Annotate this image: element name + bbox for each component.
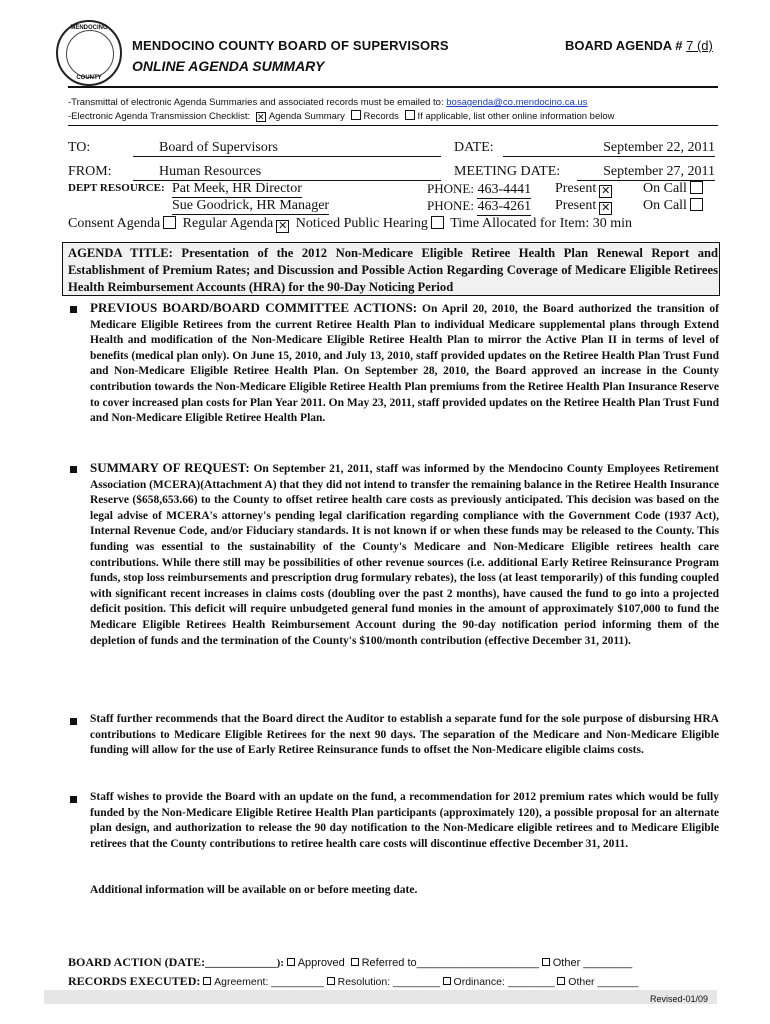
seal-top-text: MENDOCINO bbox=[70, 25, 108, 31]
date-label: DATE: bbox=[454, 140, 494, 155]
agenda-title-label: AGENDA TITLE: bbox=[68, 246, 173, 260]
other2-checkbox[interactable] bbox=[557, 977, 565, 985]
public-hearing-checkbox[interactable] bbox=[431, 216, 444, 229]
time-allocated: Time Allocated for Item: 30 min bbox=[450, 216, 633, 231]
previous-actions-text: On April 20, 2010, the Board authorized the transition of Medicare Eligible Retirees from the current Retiree Health Plan to individual Medicare supplemental plans through Extend Health and modification of the Non-Medicare Eligible Retiree Health Plan to mirror the Active Plan II in terms of level of benefits (medical plan only). On June 15, 2010, and July 13, 2010, staff provided updates on the Retiree Health Plan Trust Fund and Non-Medicare Eligible Retiree Health Plan. On September 28, 2010, the Board approved an increase in the County contribution towards the Non-Medicare Eligible Retiree Health Plan premiums from the Retiree Health Plan Insurance Reserve to cover increased plan costs for Plan Year 2011. On May 23, 2011, staff provided updates on the Retiree Health Plan Trust Fund and Non-Medicare Eligible Retiree Health Plan. bbox=[90, 303, 719, 425]
agenda-type-row bbox=[68, 216, 632, 233]
agreement-label: Agreement: _________ bbox=[214, 976, 324, 988]
bullet-recommend bbox=[70, 718, 77, 725]
ordinance-label: Ordinance: ________ bbox=[453, 976, 555, 988]
previous-actions-label: PREVIOUS BOARD/BOARD COMMITTEE ACTIONS: bbox=[90, 300, 418, 315]
transmittal-note bbox=[68, 97, 587, 108]
agenda-title-text: Presentation of the 2012 Non-Medicare Eligible Retiree Health Plan Renewal Report and Establishment of Premium Rates; and Discussion and Possible Action Regarding Coverage of Medicare Eligible Retirees Health Reimbursement Accounts (HRA) for the 90-Day Noticing Period bbox=[68, 246, 718, 294]
county-seal-logo bbox=[56, 20, 122, 86]
regular-agenda-label: Regular Agenda bbox=[182, 216, 274, 231]
on-call-1 bbox=[643, 181, 706, 197]
meeting-date-field[interactable]: September 27, 2011 bbox=[577, 164, 715, 181]
other-info-checkbox[interactable] bbox=[405, 110, 415, 120]
agenda-number-block bbox=[565, 38, 713, 53]
phone-value-2[interactable]: 463-4261 bbox=[477, 199, 532, 214]
org-title: MENDOCINO COUNTY BOARD OF SUPERVISORS bbox=[132, 38, 449, 53]
records-executed-label: RECORDS EXECUTED: bbox=[68, 974, 201, 988]
present-1 bbox=[555, 181, 615, 198]
other-label: Other ________ bbox=[552, 957, 633, 969]
phone-row-1 bbox=[427, 181, 531, 199]
checklist-label: -Electronic Agenda Transmission Checklist: bbox=[68, 111, 251, 122]
to-label: TO: bbox=[68, 140, 91, 155]
on-call-2 bbox=[643, 198, 706, 214]
meeting-date-label: MEETING DATE: bbox=[454, 164, 561, 179]
summary-of-request bbox=[90, 460, 719, 649]
header-divider bbox=[68, 86, 718, 88]
staff-recommendation: Staff further recommends that the Board direct the Auditor to establish a separate fund for the sole purpose of disbursing HRA contributions to Medicare Eligible Retirees for the next 90 days. The separation of the Medicare and Non-Medicare Eligible funding will allow for the use of Early Retiree Reinsurance funds to offset the Non-Medicare eligible claims costs. bbox=[90, 713, 719, 757]
ordinance-checkbox[interactable] bbox=[443, 977, 451, 985]
checklist-divider bbox=[68, 125, 718, 126]
agreement-checkbox[interactable] bbox=[203, 977, 211, 985]
from-field[interactable]: Human Resources bbox=[133, 164, 441, 181]
other-info-label: If applicable, list other online information below bbox=[417, 111, 615, 122]
on-call-label-2: On Call bbox=[643, 198, 687, 213]
summary-label: SUMMARY OF REQUEST: bbox=[90, 460, 250, 475]
to-field[interactable]: Board of Supervisors bbox=[133, 140, 441, 157]
resolution-checkbox[interactable] bbox=[327, 977, 335, 985]
phone-label-1: PHONE: bbox=[427, 181, 474, 196]
additional-info: Additional information will be available on or before meeting date. bbox=[90, 884, 418, 896]
present-2 bbox=[555, 198, 615, 215]
dept-resource-2[interactable]: Sue Goodrick, HR Manager bbox=[172, 198, 330, 213]
agenda-summary-checkbox[interactable]: ✕ bbox=[257, 112, 265, 122]
revision-note: Revised-01/09 bbox=[650, 994, 709, 1004]
consent-agenda-checkbox[interactable] bbox=[163, 216, 176, 229]
public-hearing-label: Noticed Public Hearing bbox=[295, 216, 428, 231]
approved-checkbox[interactable] bbox=[287, 958, 295, 966]
agenda-number-label: BOARD AGENDA # bbox=[565, 38, 683, 53]
present-checkbox-2[interactable]: ✕ bbox=[601, 202, 611, 214]
agenda-summary-label: Agenda Summary bbox=[268, 111, 345, 122]
dept-resource-label: DEPT RESOURCE: bbox=[68, 182, 165, 194]
consent-agenda-label: Consent Agenda bbox=[68, 216, 161, 231]
from-label: FROM: bbox=[68, 164, 112, 179]
bullet-wishes bbox=[70, 796, 77, 803]
seal-inner-ring bbox=[66, 30, 114, 78]
transmittal-text: -Transmittal of electronic Agenda Summaries and associated records must be emailed to: bbox=[68, 97, 447, 108]
records-checkbox[interactable] bbox=[351, 110, 361, 120]
dept-resource-1[interactable]: Pat Meek, HR Director bbox=[172, 181, 302, 196]
agenda-number-value: 7 (d) bbox=[686, 38, 713, 53]
referred-checkbox[interactable] bbox=[351, 958, 359, 966]
records-executed-row bbox=[68, 974, 638, 989]
resolution-label: Resolution: ________ bbox=[337, 976, 440, 988]
board-action-row bbox=[68, 955, 632, 970]
phone-value-1[interactable]: 463-4441 bbox=[477, 182, 532, 197]
page-subtitle: ONLINE AGENDA SUMMARY bbox=[132, 58, 325, 74]
board-action-label: BOARD ACTION (DATE: bbox=[68, 955, 206, 969]
board-action-date-blank[interactable]: _____________ bbox=[205, 957, 277, 969]
other2-label: Other _______ bbox=[568, 976, 639, 988]
present-label-2: Present bbox=[555, 198, 597, 213]
phone-row-2 bbox=[427, 198, 531, 216]
bullet-previous bbox=[70, 306, 77, 313]
on-call-label-1: On Call bbox=[643, 181, 687, 196]
summary-text: On September 21, 2011, staff was informed by the Mendocino County Employees Retirement Association (MCERA)(Attachment A) that they did not intend to transfer the remaining balance in the Retiree Health Insurance Reserve ($658,653.66) to the County to offset retiree health care costs as previously anticipated. This decision was based on the legal advise of MCERA's attorney's pending legal clarification regarding compliance with the Government Code (1937 Act), Internal Revenue Code, and/or Fiduciary standards. It is not known if or when these funds may be released to the County. This funding was essential to the sustainability of the County's Medicare and Non-Medicare Eligible retirees health care contributions. While there still may be possibilities of other revenue sources (i.e. additional Early Retiree Reinsurance Program funds, stop loss reimbursements and prescription drug formulary rebates), the loss (at least temporarily) of this funding coupled with significant recent increases in claims costs (doubling over the past 2 months), have caused the fund to go into a projected deficit position. This deficit will require unbudgeted general fund monies in the amount of approximately $107,000 to fund the Medicare Eligible Retirees Health Reimbursement Account during the 90-day notification period informing them of the depletion of funds and the termination of the County's $100/month contribution (effective December 31, 2011). bbox=[90, 463, 720, 647]
records-label: Records bbox=[363, 111, 399, 122]
present-checkbox-1[interactable]: ✕ bbox=[601, 185, 611, 197]
email-link[interactable]: bosagenda@co.mendocino.ca.us bbox=[446, 97, 588, 108]
seal-bottom-text: COUNTY bbox=[76, 75, 102, 81]
bullet-summary bbox=[70, 466, 77, 473]
referred-label: Referred to____________________ bbox=[361, 957, 539, 969]
on-call-checkbox-2[interactable] bbox=[690, 198, 703, 211]
staff-wishes: Staff wishes to provide the Board with an update on the fund, a recommendation for 2012 premium rates which would be fully funded by the Non-Medicare Eligible Retiree Health Plan participants (approximately 120), a possible proposal for an alternate plan design, and authorization to release the 90 day notification to the Non-Medicare eligible retirees and to Medicare Eligible retirees that the County contributions to retiree health care costs will discontinue effective December 31, 2011. bbox=[90, 791, 719, 850]
transmission-checklist bbox=[68, 110, 615, 122]
footer-bar bbox=[44, 990, 717, 1004]
board-action-close: ): bbox=[276, 957, 284, 969]
phone-label-2: PHONE: bbox=[427, 198, 474, 213]
on-call-checkbox-1[interactable] bbox=[690, 181, 703, 194]
other-checkbox[interactable] bbox=[542, 958, 550, 966]
date-field[interactable]: September 22, 2011 bbox=[503, 140, 715, 157]
present-label-1: Present bbox=[555, 181, 597, 196]
regular-agenda-checkbox[interactable]: ✕ bbox=[278, 220, 288, 232]
previous-actions bbox=[90, 300, 719, 427]
approved-label: Approved bbox=[297, 957, 345, 969]
agenda-title bbox=[68, 245, 718, 296]
